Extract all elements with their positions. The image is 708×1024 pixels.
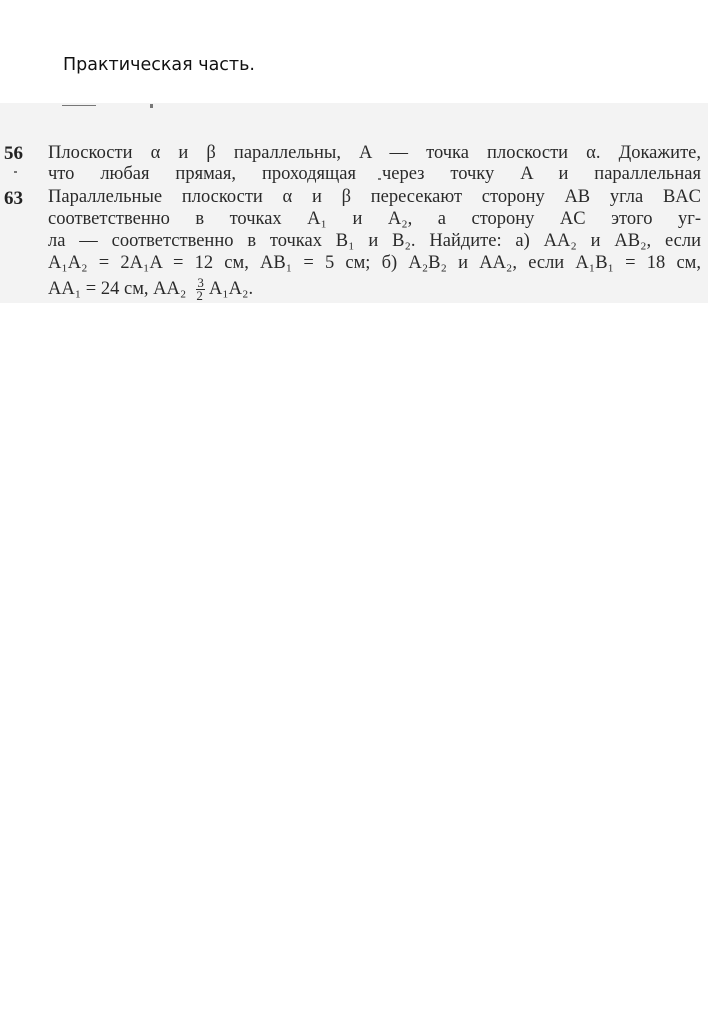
problem-text-line: соответственно в точках A₁ и A₂, а сторону AC этого уг- bbox=[48, 209, 701, 229]
problem-number: 63 bbox=[4, 188, 23, 209]
problem-text-line: A₁A₂ = 2A₁A = 12 см, AB₁ = 5 см; б) A₂B₂ и AA₂, если A₁B₁ = 18 см, bbox=[48, 253, 701, 273]
scan-artifact bbox=[14, 171, 17, 173]
problem-text-line: Плоскости α и β параллельны, A — точка плоскости α. Докажите, bbox=[48, 143, 701, 163]
problem-text-line: Параллельные плоскости α и β пересекают сторону AB угла BAC bbox=[48, 187, 701, 207]
fraction-denominator: 2 bbox=[196, 288, 203, 303]
problem-text-line: что любая прямая, проходящая через точку A и параллельная bbox=[48, 164, 701, 184]
scan-artifact bbox=[150, 104, 153, 108]
fraction-three-halves bbox=[196, 277, 205, 302]
scanned-textbook-excerpt bbox=[0, 103, 708, 303]
fraction-numerator: 3 bbox=[197, 275, 204, 290]
problem-number: 56 bbox=[4, 143, 23, 164]
problem-text-line: ла — соответственно в точках B₁ и B₂. Найдите: а) AA₂ и AB₂, если bbox=[48, 231, 701, 251]
problem-text-line-last bbox=[48, 277, 701, 302]
problem-text-start: AA₁ = 24 см, AA₂ bbox=[48, 278, 187, 299]
scan-artifact bbox=[62, 105, 96, 106]
page-heading: Практическая часть. bbox=[63, 55, 255, 75]
problem-text-end: A₁A₂. bbox=[208, 278, 254, 299]
